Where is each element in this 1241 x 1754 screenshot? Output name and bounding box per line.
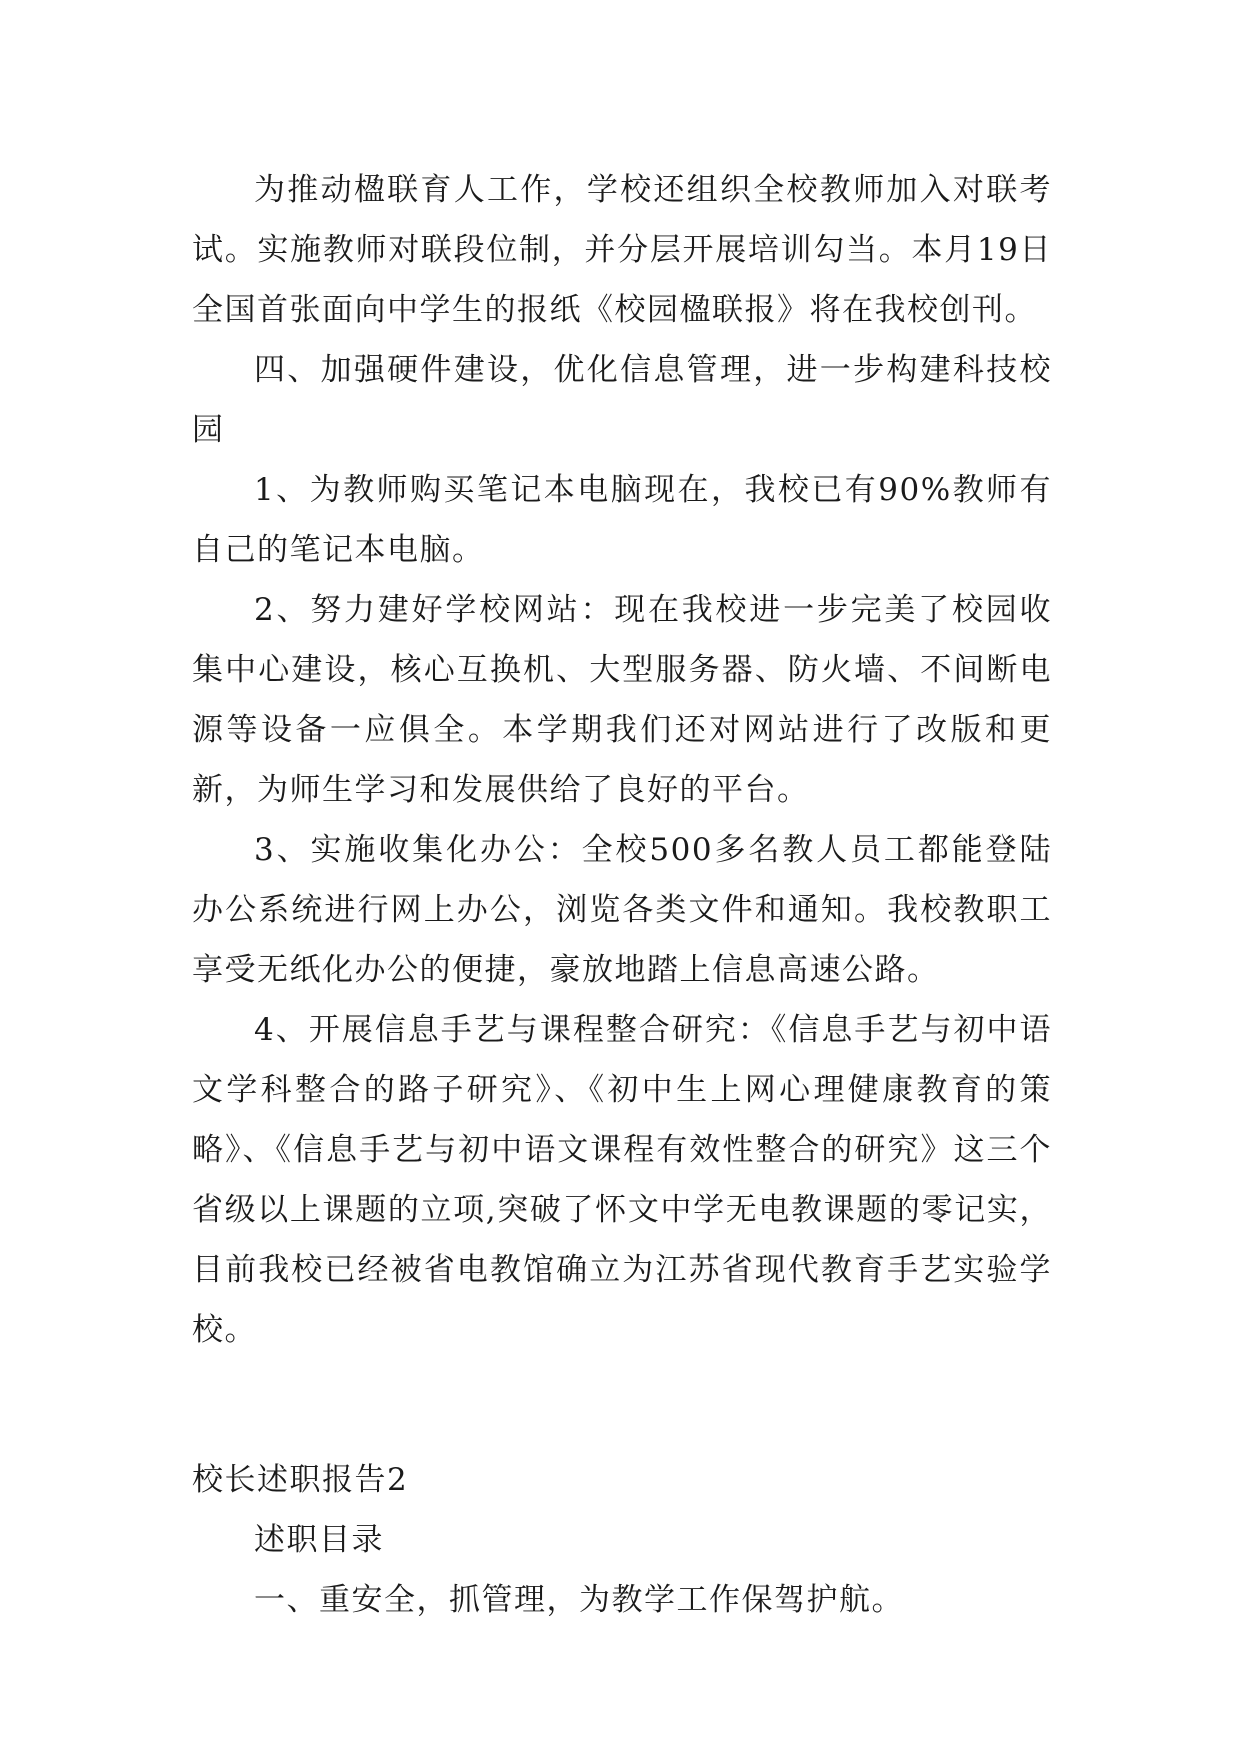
heading-hardware-construction: 四、加强硬件建设，优化信息管理，进一步构建科技校园 [192, 352, 1052, 448]
paragraph-school-website: 2、努力建好学校网站：现在我校进一步完美了校园收集中心建设，核心互换机、大型服务器、防火墙、不间断电源等设备一应俱全。本学期我们还对网站进行了改版和更新，为师生学习和发展供给了良好的平台。 [192, 592, 1052, 808]
paragraph-safety-management: 一、重安全，抓管理，为教学工作保驾护航。 [254, 1582, 904, 1618]
paragraph-laptops: 1、为教师购买笔记本电脑现在，我校已有90%教师有自己的笔记本电脑。 [192, 472, 1052, 568]
document-body [192, 160, 1052, 1630]
paragraph-report-contents: 述职目录 [254, 1522, 384, 1558]
section-spacer [192, 1360, 1052, 1450]
paragraph-it-curriculum-research: 4、开展信息手艺与课程整合研究：《信息手艺与初中语文学科整合的路子研究》、《初中生上网心理健康教育的策略》、《信息手艺与初中语文课程有效性整合的研究》这三个省级以上课题的立项,突破了怀文中学无电教课题的零记实，目前我校已经被省电教馆确立为江苏省现代教育手艺实验学校。 [192, 1012, 1052, 1348]
section-title: 校长述职报告2 [192, 1462, 409, 1498]
paragraph-online-office: 3、实施收集化办公：全校500多名教人员工都能登陆办公系统进行网上办公，浏览各类文件和通知。我校教职工享受无纸化办公的便捷，豪放地踏上信息高速公路。 [192, 832, 1052, 988]
paragraph-couplet-education: 为推动楹联育人工作，学校还组织全校教师加入对联考试。实施教师对联段位制，并分层开展培训勾当。本月19日全国首张面向中学生的报纸《校园楹联报》将在我校创刊。 [192, 172, 1052, 328]
